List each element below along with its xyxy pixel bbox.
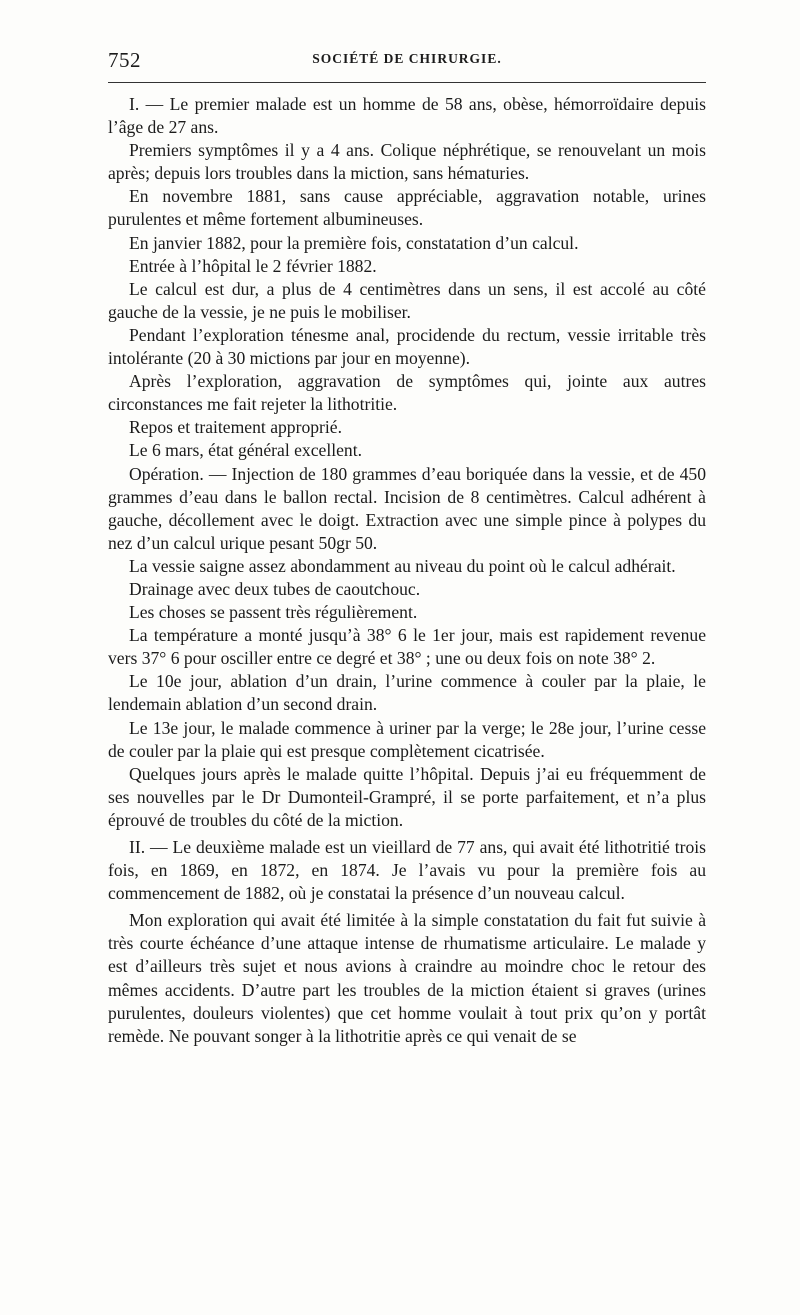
paragraph: Entrée à l’hôpital le 2 février 1882. (129, 255, 377, 276)
paragraph: Pendant l’exploration ténesme anal, procidende du rectum, vessie irritable très intolérante (20 à 30 mictions par jour en moyenne). (108, 324, 706, 369)
paragraph: Après l’exploration, aggravation de symptômes qui, jointe aux autres circonstances me fait rejeter la lithotritie. (108, 371, 706, 415)
paragraph: Repos et traitement approprié. (129, 417, 343, 438)
paragraph: Le 13e jour, le malade commence à uriner par la verge; le 28e jour, l’urine cesse de couler par la plaie qui est presque complètement cicatrisée. (108, 717, 706, 761)
header-rule (108, 82, 706, 83)
paragraph: Le 6 mars, état général excellent. (129, 440, 362, 461)
paragraph: Les choses se passent très régulièrement. (129, 602, 418, 623)
running-title: SOCIÉTÉ DE CHIRURGIE. (312, 51, 502, 66)
paragraph: En novembre 1881, sans cause appréciable, aggravation notable, urines purulentes et même fortement albumineuses. (108, 186, 706, 230)
paragraph: Drainage avec deux tubes de caoutchouc. (129, 578, 421, 599)
body-text (108, 93, 706, 1048)
page-number: 752 (108, 48, 141, 72)
paragraph: En janvier 1882, pour la première fois, constatation d’un calcul. (129, 232, 579, 253)
paragraph: Opération. — Injection de 180 grammes d’eau boriquée dans la vessie, et de 450 grammes d’eau dans le ballon rectal. Incision de 8 centimètres. Calcul adhérent à gauche, décollement avec le doigt. Extraction avec une simple pince à polypes du nez d’un calcul urique pesant 50gr 50. (108, 463, 706, 553)
paragraph: I. — Le premier malade est un homme de 58 ans, obèse, hémorroïdaire depuis l’âge de 27 ans. (108, 94, 706, 138)
paragraph: Mon exploration qui avait été limitée à la simple constatation du fait fut suivie à très courte échéance d’une attaque intense de rhumatisme articulaire. Le malade y est d’ailleurs très sujet et nous avions à craindre au moindre choc le retour des mêmes accidents. D’autre part les troubles de la miction étaient si graves (urines purulentes, douleurs violentes) que cet homme voulait à tout prix qu’on y portât remède. Ne pouvant songer à la lithotritie après ce qui venait de se (108, 910, 706, 1046)
paragraph: Le 10e jour, ablation d’un drain, l’urine commence à couler par la plaie, le lendemain ablation d’un second drain. (108, 671, 706, 715)
paragraph: La température a monté jusqu’à 38° 6 le 1er jour, mais est rapidement revenue vers 37° 6 pour osciller entre ce degré et 38° ; une ou deux fois on note 38° 2. (108, 625, 706, 669)
paragraph: Premiers symptômes il y a 4 ans. Colique néphrétique, se renouvelant un mois après; depuis lors troubles dans la miction, sans hématuries. (108, 140, 706, 184)
paragraph: II. — Le deuxième malade est un vieillard de 77 ans, qui avait été lithotritié trois fois, en 1869, en 1872, en 1874. Je l’avais vu pour la première fois au commencement de 1882, où je constatai la présence d’un nouveau calcul. (108, 837, 706, 904)
paragraph: Le calcul est dur, a plus de 4 centimètres dans un sens, il est accolé au côté gauche de la vessie, je ne puis le mobiliser. (108, 278, 706, 322)
paragraph: La vessie saigne assez abondamment au niveau du point où le calcul adhérait. (129, 555, 676, 576)
paragraph: Quelques jours après le malade quitte l’hôpital. Depuis j’ai eu fréquemment de ses nouvelles par le Dr Dumonteil-Grampré, il se porte parfaitement, et n’a plus éprouvé de troubles du côté de la miction. (108, 763, 706, 830)
page-header (108, 48, 706, 72)
